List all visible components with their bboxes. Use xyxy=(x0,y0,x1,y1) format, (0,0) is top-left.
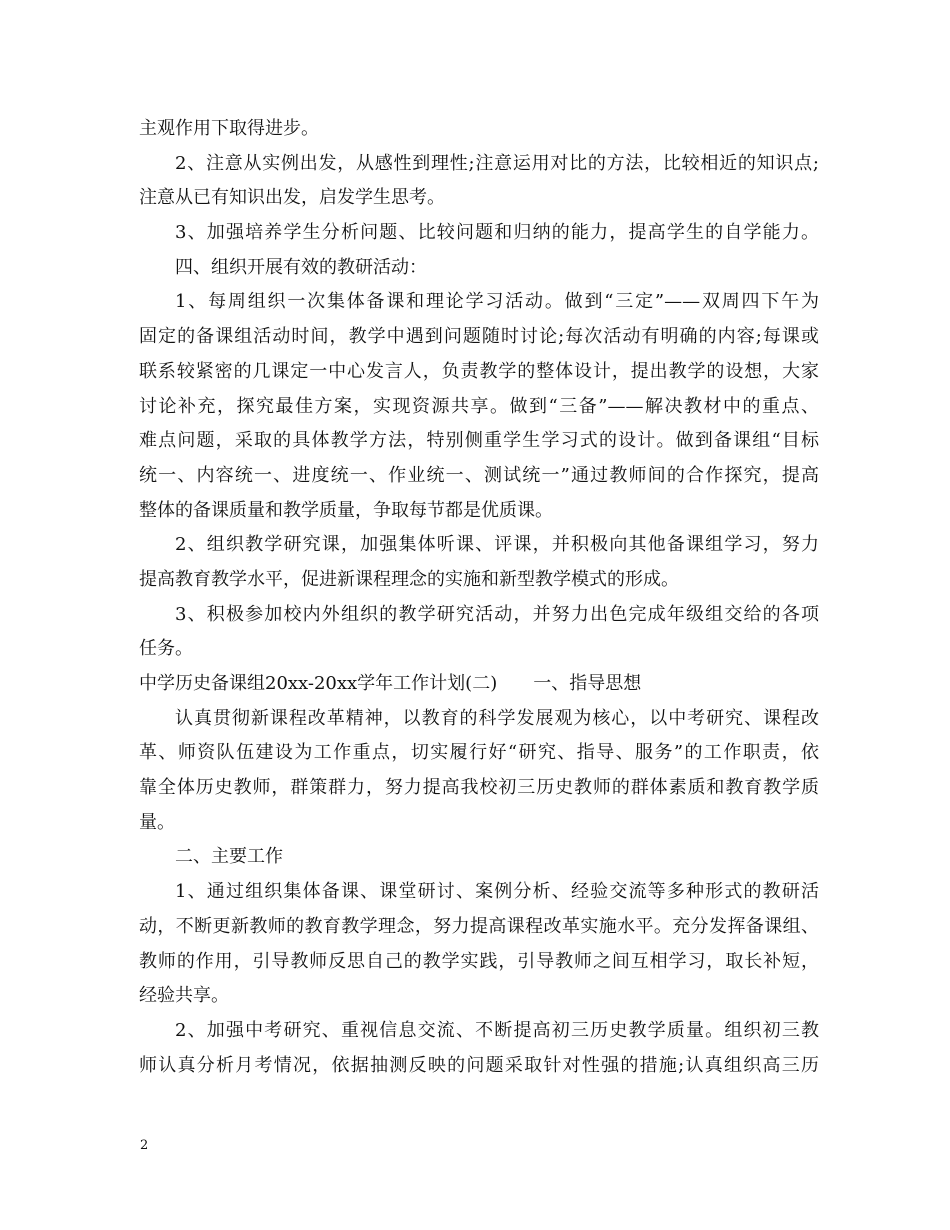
text-line: 靠全体历史教师，群策群力，努力提高我校初三历史教师的群体素质和教育教学质 xyxy=(139,777,819,799)
text-line: 动，不断更新教师的教育教学理念，努力提高课程改革实施水平。充分发挥备课组、 xyxy=(139,915,819,937)
text-line: 注意从已有知识出发，启发学生思考。 xyxy=(139,187,445,209)
section-heading: 四、组织开展有效的教研活动： xyxy=(175,256,427,278)
text-line: 难点问题，采取的具体教学方法，特别侧重学生学习式的设计。做到备课组“目标 xyxy=(139,430,819,452)
text-line: 1、每周组织一次集体备课和理论学习活动。做到“三定”——双周四下午为 xyxy=(175,291,819,313)
text-line: 任务。 xyxy=(139,638,193,660)
document-body xyxy=(139,112,819,1083)
text-line: 教师的作用，引导教师反思自己的教学实践，引导教师之间互相学习，取长补短， xyxy=(139,950,819,972)
text-line: 经验共享。 xyxy=(139,985,229,1007)
text-line: 3、积极参加校内外组织的教学研究活动，并努力出色完成年级组交给的各项 xyxy=(175,603,819,625)
text-line: 3、加强培养学生分析问题、比较问题和归纳的能力，提高学生的自学能力。 xyxy=(175,222,819,244)
text-line: 师认真分析月考情况，依据抽测反映的问题采取针对性强的措施;认真组织高三历 xyxy=(139,1054,819,1076)
text-line: 主观作用下取得进步。 xyxy=(139,118,319,139)
text-line: 固定的备课组活动时间，教学中遇到问题随时讨论;每次活动有明确的内容;每课或 xyxy=(139,326,819,348)
text-line: 2、注意从实例出发，从感性到理性;注意运用对比的方法，比较相近的知识点; xyxy=(175,152,819,174)
text-line: 2、加强中考研究、重视信息交流、不断提高初三历史教学质量。组织初三教 xyxy=(175,1019,819,1041)
text-line: 讨论补充，探究最佳方案，实现资源共享。做到“三备”——解决教材中的重点、 xyxy=(139,395,819,417)
text-line: 统一、内容统一、进度统一、作业统一、测试统一”通过教师间的合作探究，提高 xyxy=(139,464,819,486)
text-line: 1、通过组织集体备课、课堂研讨、案例分析、经验交流等多种形式的教研活 xyxy=(175,881,819,903)
text-line: 认真贯彻新课程改革精神，以教育的科学发展观为核心，以中考研究、课程改 xyxy=(175,707,819,729)
page-number: 2 xyxy=(140,1138,149,1153)
text-line: 量。 xyxy=(139,811,175,833)
text-line: 革、师资队伍建设为工作重点，切实履行好“研究、指导、服务”的工作职责，依 xyxy=(139,742,819,764)
text-line: 提高教育教学水平，促进新课程理念的实施和新型教学模式的形成。 xyxy=(139,568,679,590)
text-line: 整体的备课质量和教学质量，争取每节都是优质课。 xyxy=(139,499,553,521)
document-title: 中学历史备课组20xx-20xx学年工作计划(二) 一、指导思想 xyxy=(139,673,642,694)
text-line: 2、组织教学研究课，加强集体听课、评课，并积极向其他备课组学习，努力 xyxy=(175,534,819,556)
section-heading: 二、主要工作 xyxy=(175,846,283,868)
text-line: 联系较紧密的几课定一中心发言人，负责教学的整体设计，提出教学的设想，大家 xyxy=(139,360,819,382)
